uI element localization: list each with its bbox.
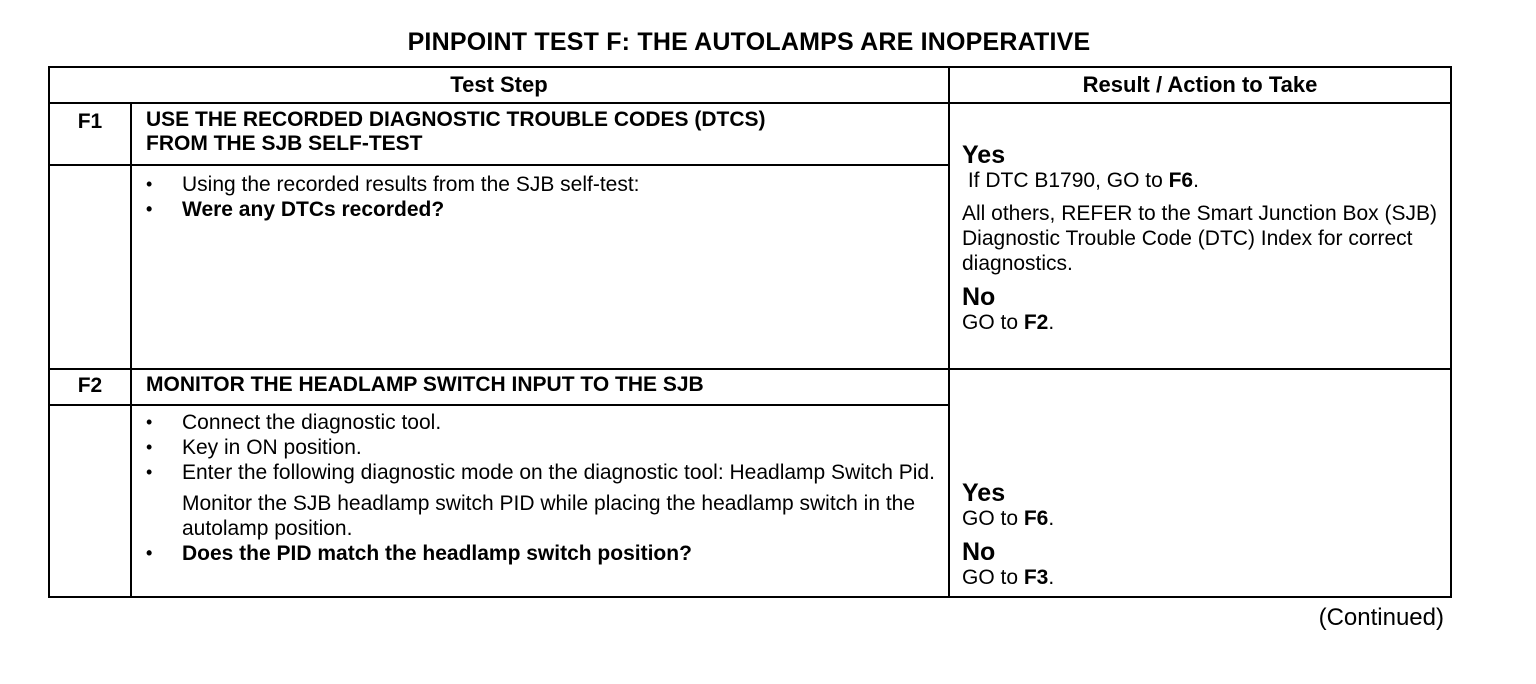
continued-note: (Continued) (1318, 604, 1444, 631)
f2-bullet-4: • Does the PID match the headlamp switch position? (132, 541, 938, 566)
f1-no-suffix: . (1048, 310, 1055, 334)
f2-no-text: GO to (962, 566, 1024, 589)
f1-no-action (962, 310, 1440, 335)
f1-no-target: F2 (1023, 310, 1049, 334)
step-f1-title-row (49, 103, 1451, 165)
f2-yes-target: F6 (1023, 507, 1049, 530)
f2-no-action (962, 565, 1440, 590)
f1-bullet-2: • Were any DTCs recorded? (132, 197, 938, 222)
f2-bullet-1: • Connect the diagnostic tool. (132, 410, 938, 435)
table-header-row (49, 67, 1451, 103)
f2-yes-suffix: . (1048, 507, 1055, 530)
step-f1-id-blank (49, 165, 131, 369)
f2-bullet-2: • Key in ON position. (132, 435, 938, 460)
step-f1-result (949, 103, 1451, 369)
f1-yes-text: If DTC B1790, GO to (967, 168, 1169, 192)
f1-yes-label: Yes (962, 140, 1006, 169)
f2-no-target: F3 (1023, 566, 1049, 589)
f2-no-suffix: . (1048, 566, 1055, 589)
f1-no-text: GO to (962, 310, 1024, 334)
step-f2-body (131, 405, 949, 597)
step-id-f1: F1 (49, 103, 131, 165)
f1-yes-target: F6 (1168, 168, 1194, 192)
step-f1-title-line1: USE THE RECORDED DIAGNOSTIC TROUBLE CODES (DTCS) (146, 108, 766, 131)
step-f2-title-row (49, 369, 1451, 405)
f1-no-label: No (962, 282, 996, 311)
f2-yes-action (962, 506, 1440, 531)
step-f2-result (949, 369, 1451, 597)
f2-yes-text: GO to (962, 507, 1024, 530)
pinpoint-test-table (48, 66, 1452, 598)
result-action-header: Result / Action to Take (949, 67, 1451, 103)
test-step-header: Test Step (49, 67, 949, 103)
f2-no-label: No (962, 538, 996, 566)
f2-yes-label: Yes (962, 479, 1006, 507)
step-f2-id-blank (49, 405, 131, 597)
f1-yes-suffix: . (1193, 168, 1199, 192)
step-f1-body (131, 165, 949, 369)
step-id-f2: F2 (49, 369, 131, 405)
step-f1-title (131, 103, 949, 165)
page-title: PINPOINT TEST F: THE AUTOLAMPS ARE INOPERATIVE (407, 28, 1091, 56)
f2-sub-text: Monitor the SJB headlamp switch PID while placing the headlamp switch in the autolamp position. (182, 492, 916, 540)
f1-yes-action (962, 168, 1440, 193)
f1-others-text: All others, REFER to the Smart Junction Box (SJB) Diagnostic Trouble Code (DTC) Index for correct diagnostics. (962, 201, 1438, 275)
step-f2-title: MONITOR THE HEADLAMP SWITCH INPUT TO THE SJB (131, 369, 949, 405)
f1-bullet-1: • Using the recorded results from the SJB self-test: (132, 172, 938, 197)
step-f1-title-line2: FROM THE SJB SELF-TEST (146, 132, 423, 155)
f2-bullet-3: • Enter the following diagnostic mode on the diagnostic tool: Headlamp Switch Pid. (132, 460, 938, 485)
